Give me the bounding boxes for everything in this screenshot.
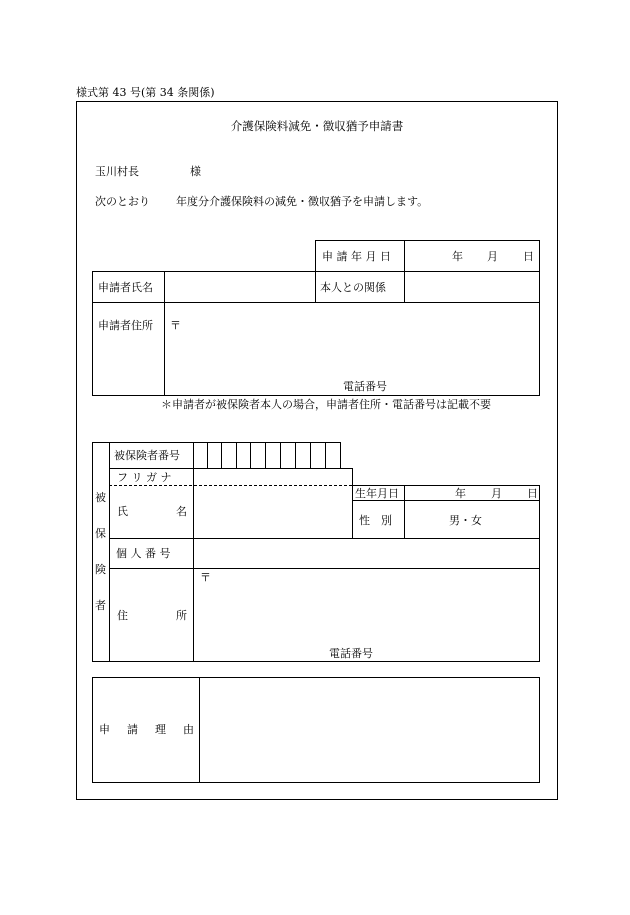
insured-line xyxy=(404,485,405,538)
insured-side-label: 被 xyxy=(95,491,106,504)
applicant-line xyxy=(315,240,540,241)
applicant-phone-label: 電話番号 xyxy=(343,380,387,393)
sex-label: 性 別 xyxy=(359,514,392,527)
insured-line xyxy=(352,500,540,501)
insured-phone-label: 電話番号 xyxy=(329,647,373,660)
insured-name-field[interactable] xyxy=(194,486,351,537)
application-month-label: 月 xyxy=(487,250,498,263)
insured-line xyxy=(92,661,540,662)
insured-address-label-a: 住 xyxy=(117,609,128,622)
form-title: 介護保険料減免・徴収猶予申請書 xyxy=(230,119,404,133)
birth-year-label: 年 xyxy=(455,487,466,500)
addressee-honorific: 様 xyxy=(190,165,201,178)
applicant-name-field[interactable] xyxy=(165,272,314,301)
birth-month-label: 月 xyxy=(491,487,502,500)
application-day-label: 日 xyxy=(523,250,534,263)
relation-label: 本人との関係 xyxy=(320,281,386,294)
insured-line xyxy=(92,442,93,661)
insured-line xyxy=(352,485,540,486)
insured-side-label: 険 xyxy=(95,563,106,576)
applicant-line xyxy=(92,395,540,396)
reason-label-char: 請 xyxy=(127,723,138,736)
digit-box-divider xyxy=(340,442,341,468)
applicant-postal-mark: 〒 xyxy=(170,319,181,332)
sex-value[interactable]: 男・女 xyxy=(449,514,482,527)
reason-field[interactable] xyxy=(200,678,539,782)
insured-name-label-b: 名 xyxy=(176,505,187,518)
furigana-label: フ リ ガ ナ xyxy=(117,471,172,484)
insured-number-field[interactable] xyxy=(194,443,340,467)
reason-label-char: 理 xyxy=(155,723,166,736)
insured-number-label: 被保険者番号 xyxy=(114,449,180,462)
applicant-line xyxy=(315,240,316,302)
relation-field[interactable] xyxy=(405,272,538,301)
insured-line xyxy=(352,468,353,538)
furigana-field[interactable] xyxy=(194,469,351,484)
applicant-line xyxy=(539,240,540,395)
insured-side-label: 保 xyxy=(95,527,106,540)
insured-address-label-b: 所 xyxy=(176,609,187,622)
personal-number-label: 個 人 番 号 xyxy=(116,547,171,560)
addressee-name: 玉川村長 xyxy=(95,165,139,178)
applicant-name-label: 申請者氏名 xyxy=(98,281,153,294)
application-date-label: 申 請 年 月 日 xyxy=(322,250,391,263)
application-year-label: 年 xyxy=(452,250,463,263)
personal-number-field[interactable] xyxy=(194,539,539,567)
applicant-line xyxy=(92,271,93,395)
reason-label-char: 由 xyxy=(183,723,194,736)
insured-line xyxy=(539,485,540,661)
applicant-note: ＊申請者が被保険者本人の場合，申請者住所・電話番号は記載不要 xyxy=(161,398,491,411)
reason-label-char: 申 xyxy=(99,723,110,736)
birth-day-label: 日 xyxy=(527,487,538,500)
insured-name-label-a: 氏 xyxy=(117,505,128,518)
intro-body: 年度分介護保険料の減免・徴収猶予を申請します。 xyxy=(176,195,429,208)
birth-date-label: 生年月日 xyxy=(355,487,399,500)
insured-line xyxy=(109,442,110,661)
form-number: 様式第 43 号(第 34 条関係) xyxy=(76,86,215,99)
insured-postal-mark: 〒 xyxy=(200,571,211,584)
applicant-address-label: 申請者住所 xyxy=(98,319,153,332)
insured-side-label: 者 xyxy=(95,599,106,612)
intro-prefix: 次のとおり xyxy=(95,195,150,208)
